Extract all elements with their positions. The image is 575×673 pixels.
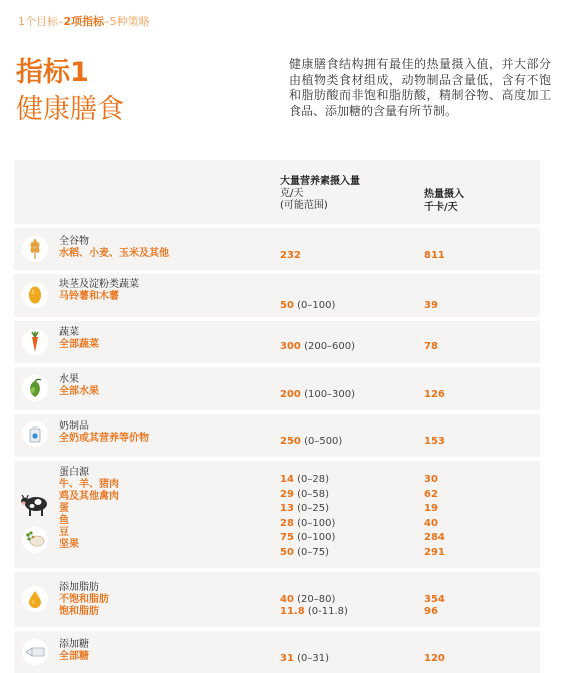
food-group-detail: 马铃薯和木薯 bbox=[59, 291, 119, 302]
intake-value: 13 (0–25) bbox=[280, 503, 329, 514]
beans-icon bbox=[22, 527, 48, 553]
kcal-value: 62 bbox=[424, 488, 438, 500]
food-group-name: 奶制品 bbox=[59, 421, 89, 432]
intake-value: 28 (0–100) bbox=[280, 517, 336, 529]
food-group-name: 添加糖 bbox=[59, 639, 89, 650]
row-label bbox=[59, 327, 99, 351]
kcal-value: 96 bbox=[424, 606, 438, 617]
page-title: 指标1 bbox=[16, 57, 89, 88]
intake-values bbox=[280, 473, 335, 560]
breadcrumb-step-2[interactable]: 2项指标 bbox=[63, 15, 105, 28]
row-label bbox=[59, 279, 139, 303]
food-group-detail: 全部水果 bbox=[59, 386, 99, 397]
food-group-name: 块茎及淀粉类蔬菜 bbox=[59, 279, 139, 290]
table-row bbox=[14, 228, 540, 270]
sugar-icon bbox=[22, 639, 48, 665]
breadcrumb-separator: – bbox=[104, 15, 110, 28]
row-label bbox=[59, 639, 89, 663]
intake-value: 232 bbox=[280, 250, 301, 261]
intake-header-unit: 克/天 bbox=[280, 188, 304, 199]
row-label bbox=[59, 374, 99, 398]
food-group-detail: 不饱和脂肪 bbox=[59, 594, 109, 605]
intake-header-range: (可能范围) bbox=[280, 200, 328, 211]
breadcrumb-separator: – bbox=[58, 15, 64, 28]
breadcrumb-step-1[interactable]: 1个目标 bbox=[18, 15, 58, 28]
kcal-value: 153 bbox=[424, 436, 445, 447]
intake-value: 29 (0–58) bbox=[280, 488, 329, 500]
kcal-values bbox=[424, 594, 445, 618]
food-group-name: 水果 bbox=[59, 374, 79, 385]
milk-icon bbox=[22, 421, 48, 447]
intro-paragraph: 健康膳食结构拥有最佳的热量摄入值，并大部分由植物类食材组成，动物制品含量低，含有不饱和脂肪酸而非饱和脂肪酸，精制谷物、高度加工食品、添加糖的含量有所节制。 bbox=[289, 57, 551, 118]
intake-value: 14 (0–28) bbox=[280, 474, 329, 485]
kcal-value: 126 bbox=[424, 389, 445, 400]
carrot-icon bbox=[22, 329, 48, 355]
food-group-detail: 鸡及其他禽肉 bbox=[59, 491, 119, 502]
food-group-name: 全谷物 bbox=[59, 236, 89, 247]
breadcrumb-step-3[interactable]: 5种策略 bbox=[109, 15, 150, 28]
food-group-detail: 全部糖 bbox=[59, 651, 89, 662]
fruit-icon bbox=[22, 375, 48, 401]
intake-values bbox=[280, 594, 348, 618]
kcal-values bbox=[424, 473, 445, 560]
kcal-header-unit: 千卡/天 bbox=[424, 202, 458, 213]
table-row bbox=[14, 414, 540, 457]
food-group-detail: 全部蔬菜 bbox=[59, 339, 99, 350]
kcal-value: 78 bbox=[424, 341, 438, 352]
intake-value: 50 (0–75) bbox=[280, 546, 329, 558]
kcal-value: 284 bbox=[424, 532, 445, 543]
wheat-icon bbox=[22, 236, 48, 262]
table-row bbox=[14, 631, 540, 673]
kcal-value: 40 bbox=[424, 517, 438, 529]
kcal-column-header bbox=[424, 188, 464, 214]
intake-value: 200 (100–300) bbox=[280, 389, 356, 400]
breadcrumb bbox=[18, 13, 150, 29]
intake-value: 75 (0–100) bbox=[280, 532, 336, 543]
row-label bbox=[59, 421, 149, 445]
kcal-value: 120 bbox=[424, 653, 445, 664]
food-group-detail: 饱和脂肪 bbox=[59, 606, 99, 617]
table-row bbox=[14, 461, 540, 568]
food-group-detail: 蛋 bbox=[59, 503, 69, 514]
intake-value: 40 (20–80) bbox=[280, 594, 336, 605]
table-header bbox=[14, 160, 540, 224]
intake-value: 50 (0–100) bbox=[280, 300, 336, 311]
table-row bbox=[14, 367, 540, 410]
kcal-value: 354 bbox=[424, 594, 445, 605]
kcal-header-title: 热量摄入 bbox=[424, 189, 464, 200]
nutrition-table bbox=[14, 160, 540, 673]
page-subtitle: 健康膳食 bbox=[16, 94, 124, 125]
cow-icon bbox=[20, 489, 50, 519]
intake-value: 11.8 (0-11.8) bbox=[280, 606, 348, 617]
potato-icon bbox=[22, 282, 48, 308]
row-label bbox=[59, 236, 169, 260]
food-group-detail: 坚果 bbox=[59, 539, 79, 550]
kcal-value: 19 bbox=[424, 503, 438, 514]
intake-header-title: 大量营养素摄入量 bbox=[280, 176, 360, 187]
food-group-detail: 鱼 bbox=[59, 515, 69, 526]
kcal-value: 39 bbox=[424, 300, 438, 311]
oil-drop-icon bbox=[22, 586, 48, 612]
food-group-detail: 豆 bbox=[59, 527, 69, 538]
kcal-value: 30 bbox=[424, 474, 438, 485]
kcal-value: 291 bbox=[424, 546, 445, 558]
row-label bbox=[59, 467, 119, 551]
food-group-detail: 牛、羊、猪肉 bbox=[59, 479, 119, 490]
intake-value: 300 (200–600) bbox=[280, 341, 356, 352]
intake-column-header bbox=[280, 176, 360, 212]
food-group-name: 添加脂肪 bbox=[59, 582, 99, 593]
food-group-name: 蛋白源 bbox=[59, 467, 89, 478]
table-row bbox=[14, 321, 540, 363]
food-group-detail: 水稻、小麦、玉米及其他 bbox=[59, 248, 169, 259]
kcal-value: 811 bbox=[424, 250, 445, 261]
table-row bbox=[14, 572, 540, 627]
intake-value: 31 (0–31) bbox=[280, 653, 329, 664]
row-label bbox=[59, 582, 109, 618]
food-group-detail: 全奶或其营养等价物 bbox=[59, 433, 149, 444]
table-row bbox=[14, 274, 540, 317]
intake-value: 250 (0–500) bbox=[280, 436, 343, 447]
food-group-name: 蔬菜 bbox=[59, 327, 79, 338]
